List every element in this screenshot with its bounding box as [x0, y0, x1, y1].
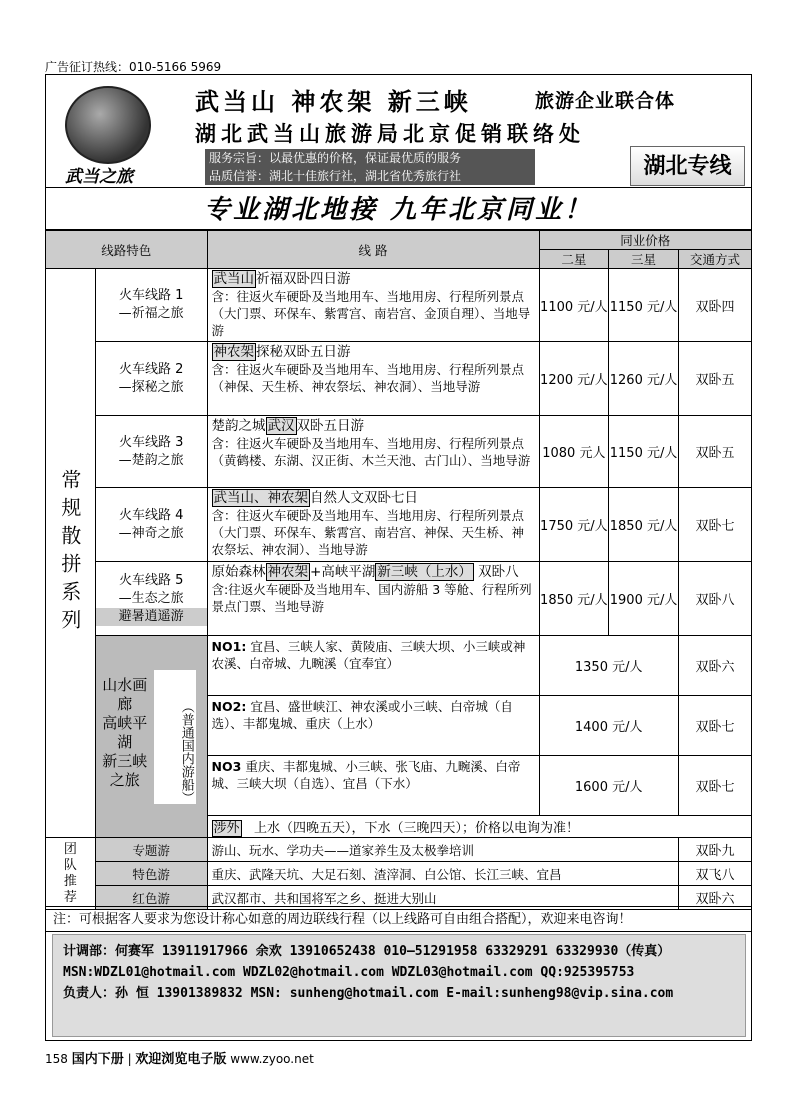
- group-label: 团队推荐: [46, 838, 96, 910]
- contact-msn: MSN:WDZL01@hotmail.com WDZL02@hotmail.com WDZL03@hotmail.com QQ:925395753: [63, 965, 635, 980]
- transport: 双卧六: [678, 886, 751, 910]
- tour-desc: 重庆、丰都鬼城、小三峡、张飞庙、九畹溪、白帝城、三峡大坝（自选）、宜昌（下水）: [211, 759, 521, 791]
- three-gorges-name: 山水画廊 高峡平湖 新三峡之旅: [102, 675, 148, 789]
- transport: 双飞八: [678, 862, 751, 886]
- route-desc: 含:往返火车硬卧及当地用车、国内游船 3 等舱、行程所列景点门票、当地导游: [211, 582, 532, 614]
- transport: 双卧四: [678, 269, 751, 342]
- slogan-quality: 品质信誉：湖北十佳旅行社，湖北省优秀旅行社: [209, 169, 462, 183]
- route-tag-prefix: 楚韵之城: [211, 418, 266, 434]
- col-price: 同业价格: [539, 231, 752, 250]
- slogan-box: [205, 149, 535, 185]
- price-3star: 1260 元/人: [609, 342, 679, 416]
- route-title-end: 双卧八: [478, 564, 519, 580]
- foreign-tag: 涉外: [213, 821, 240, 836]
- contact-dispatch: 计调部：何赛军 13911917966 余欢 13910652438 010—51291958 63329291 63329930（传真）: [63, 944, 671, 959]
- transport: 双卧五: [678, 342, 751, 416]
- route-desc: 含：往返火车硬卧及当地用车、当地用房、行程所列景点（黄鹤楼、东湖、汉正街、木兰天池、古门山）、当地导游: [211, 436, 531, 468]
- transport: 双卧七: [678, 696, 751, 756]
- site-url[interactable]: www.zyoo.net: [230, 1052, 314, 1066]
- route-title: 原始森林: [211, 564, 266, 580]
- route-desc: 含：往返火车硬卧及当地用车、当地用房、行程所列景点（大门票、环保车、紫霄宫、南岩宫、神保、天生桥、神农祭坛、神农洞）、当地导游: [211, 508, 525, 557]
- price-3star: 1150 元/人: [609, 269, 679, 342]
- table-row: [46, 269, 752, 342]
- page-footer: 158 国内下册 | 欢迎浏览电子版 www.zyoo.net: [45, 1052, 314, 1067]
- logo-text: 武当之旅: [65, 167, 133, 187]
- route-name: 火车线路 2 —探秘之旅: [95, 342, 207, 416]
- route-name: 火车线路 1 —祈福之旅: [95, 269, 207, 342]
- route-name: 火车线路 5 —生态之旅: [118, 572, 184, 606]
- route-tag: 神农架: [267, 564, 309, 580]
- logo-emblem-icon: [65, 86, 151, 164]
- ebook-text: 欢迎浏览电子版: [135, 1052, 227, 1067]
- slogan-service: 服务宗旨：以最优惠的价格，保证最优质的服务: [209, 151, 462, 165]
- header-office: 湖北武当山旅游局北京促销联络处: [195, 122, 585, 146]
- route-tag: 武当山: [213, 271, 255, 287]
- tour-desc: 宜昌、三峡人家、黄陵庙、三峡大坝、小三峡或神农溪、白帝城、九畹溪（宜奉宜）: [211, 639, 526, 671]
- route-name: 火车线路 4 —神奇之旅: [95, 488, 207, 562]
- group-desc: 游山、玩水、学功夫——道家养生及太极拳培训: [207, 838, 678, 862]
- ad-hotline: 广告征订热线：010-5166 5969: [45, 60, 222, 74]
- route-tag: 武当山、神农架: [213, 490, 309, 506]
- logo: [53, 82, 193, 187]
- tour-no: NO2:: [211, 699, 247, 714]
- transport: 双卧九: [678, 838, 751, 862]
- ship-type: （普通国内游船）: [154, 670, 196, 804]
- table-row: [46, 488, 752, 562]
- foreign-note: 上水（四晚五天），下水（三晚四天）；价格以电询为准！: [253, 821, 579, 836]
- route-desc: 含：往返火车硬卧及当地用车、当地用房、行程所列景点（神保、天生桥、神农祭坛、神农洞）、当地导游: [211, 362, 525, 394]
- table-row: [46, 342, 752, 416]
- route-title-mid: +高峡平湖: [310, 564, 376, 580]
- transport: 双卧五: [678, 416, 751, 488]
- header-alliance: 旅游企业联合体: [535, 90, 676, 112]
- route-name: 火车线路 3 —楚韵之旅: [95, 416, 207, 488]
- price-2star: 1200 元/人: [539, 342, 609, 416]
- group-name: 红色游: [95, 886, 207, 910]
- tour-no: NO3: [211, 759, 242, 774]
- route-title: 探秘双卧五日游: [256, 344, 351, 360]
- series-regular: 常规散拼系列: [46, 269, 96, 838]
- transport: 双卧六: [678, 636, 751, 696]
- route-tag-2: 新三峡（上水）: [377, 564, 472, 580]
- header: [45, 74, 752, 188]
- group-name: 特色游: [95, 862, 207, 886]
- tour-price: 1350 元/人: [539, 636, 678, 696]
- tour-price: 1400 元/人: [539, 696, 678, 756]
- big-title: 专业湖北地接 九年北京同业！: [45, 190, 752, 230]
- route-desc: 含：往返火车硬卧及当地用车、当地用房、行程所列景点（大门票、环保车、紫霄宫、南岩宫、金顶自理）、当地导游: [211, 289, 531, 338]
- tour-desc: 宜昌、盛世峡江、神农溪或小三峡、白帝城（自选）、丰都鬼城、重庆（上水）: [211, 699, 513, 731]
- special-line-badge: 湖北专线: [630, 146, 745, 186]
- col-route: 线 路: [207, 231, 539, 269]
- route-tag: 武汉: [267, 418, 295, 434]
- tour-no: NO1:: [211, 639, 247, 654]
- route-title: 自然人文双卧七日: [310, 490, 419, 506]
- footer-note: 注：可根据客人要求为您设计称心如意的周边联线行程（以上线路可自由组合搭配），欢迎来电咨询！: [45, 906, 752, 932]
- transport: 双卧八: [678, 562, 751, 636]
- price-2star: 1080 元人: [539, 416, 609, 488]
- price-3star: 1900 元/人: [609, 562, 679, 636]
- tour-price: 1600 元/人: [539, 756, 678, 816]
- price-2star: 1100 元/人: [539, 269, 609, 342]
- table-row: [46, 416, 752, 488]
- price-2star: 1750 元/人: [539, 488, 609, 562]
- group-desc: 重庆、武隆天坑、大足石刻、渣滓洞、白公馆、长江三峡、宜昌: [207, 862, 678, 886]
- header-destinations: 武当山 神农架 新三峡: [195, 87, 472, 116]
- table-row: [46, 562, 752, 636]
- three-gorges-cell: [95, 636, 207, 838]
- price-2star: 1850 元/人: [539, 562, 609, 636]
- route-title: 双卧五日游: [296, 418, 365, 434]
- transport: 双卧七: [678, 756, 751, 816]
- price-3star: 1850 元/人: [609, 488, 679, 562]
- table-row: [46, 862, 752, 886]
- col-transport: 交通方式: [678, 250, 751, 269]
- group-name: 专题游: [95, 838, 207, 862]
- book-name: 国内下册: [71, 1052, 124, 1067]
- route-tag: 神农架: [213, 344, 255, 360]
- col-3star: 三星: [609, 250, 679, 269]
- price-3star: 1150 元/人: [609, 416, 679, 488]
- route-table: [45, 230, 752, 910]
- col-feature: 线路特色: [46, 231, 208, 269]
- page-number: 158: [45, 1052, 68, 1066]
- table-row: [46, 838, 752, 862]
- transport: 双卧七: [678, 488, 751, 562]
- col-2star: 二星: [539, 250, 609, 269]
- route-name-extra: 避暑逍遥游: [96, 608, 207, 626]
- route-title: 祈福双卧四日游: [256, 271, 351, 287]
- group-desc: 武汉都市、共和国将军之乡、挺进大别山: [207, 886, 678, 910]
- table-row: [46, 636, 752, 696]
- contact-manager: 负责人：孙 恒 13901389832 MSN: sunheng@hotmail.com E-mail:sunheng98@vip.sina.com: [63, 986, 674, 1001]
- contact-box: [52, 934, 746, 1037]
